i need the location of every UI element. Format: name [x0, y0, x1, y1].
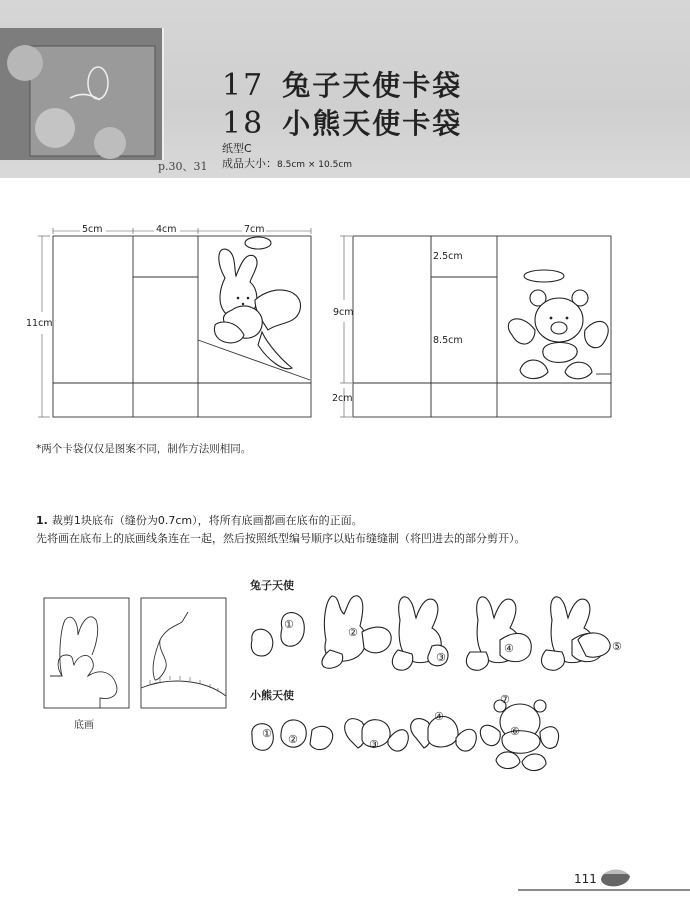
step-num-3-rabbit: ③: [436, 651, 446, 664]
step-num-5-rabbit: ⑤: [612, 640, 622, 653]
title-18-number: 18: [222, 106, 265, 141]
dim-4cm: 4cm: [156, 224, 177, 235]
base-drawing-label: 底画: [74, 720, 94, 731]
size-value: 8.5cm × 10.5cm: [277, 160, 353, 170]
note-text: *两个卡袋仅仅是图案不同，制作方法则相同。: [36, 443, 252, 455]
step1-line2: 先将画在底布上的底画线条连在一起，然后按照纸型编号顺序以贴布缝缝制（将凹进去的部分剪开）。: [36, 532, 526, 545]
step-num-2-rabbit: ②: [348, 626, 358, 639]
step-num-3-bear: ③: [369, 738, 379, 751]
size-label: 成品大小：: [222, 157, 277, 170]
dim-7cm: 7cm: [244, 224, 265, 235]
step-num-6-bear: ⑥: [510, 725, 520, 738]
dim-9cm: 9cm: [333, 307, 354, 318]
step-num-1-rabbit: ①: [284, 618, 294, 631]
dim-5cm: 5cm: [82, 224, 103, 235]
step-num-4-rabbit: ④: [504, 642, 514, 655]
step-num-1-bear: ①: [262, 727, 272, 740]
bear-angel-label: 小熊天使: [250, 689, 294, 702]
dim-2cm: 2cm: [332, 393, 353, 404]
page-reference: p.30、31: [158, 160, 208, 173]
rabbit-steps: [251, 596, 610, 670]
step-num-7-bear: ⑦: [500, 693, 510, 706]
rabbit-angel-label: 兔子天使: [250, 579, 294, 592]
dim-2-5cm: 2.5cm: [433, 251, 463, 262]
title-17-text: 兔子天使卡袋: [282, 69, 463, 102]
title-18-text: 小熊天使卡袋: [282, 107, 463, 140]
dim-11cm: 11cm: [26, 318, 53, 329]
step-num-4-bear: ④: [434, 710, 444, 723]
step1-number: 1.: [36, 514, 48, 527]
step1-line1-text: 裁剪1块底布（缝份为0.7cm），将所有底画都画在底布的正面。: [51, 514, 363, 527]
step-num-2-bear: ②: [288, 733, 298, 746]
page-number: 111: [574, 872, 597, 886]
page-decoration: [518, 870, 690, 891]
base-drawing-panels: [44, 598, 226, 708]
title-17-number: 17: [222, 68, 265, 103]
dim-8-5cm: 8.5cm: [433, 335, 463, 346]
paper-type: 纸型C: [222, 142, 252, 155]
